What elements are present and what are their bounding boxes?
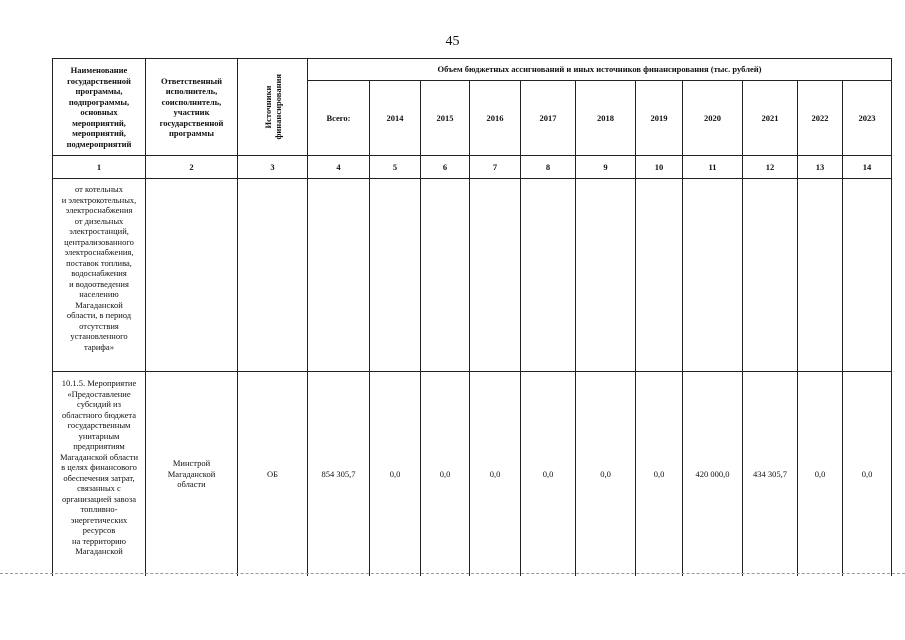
table-row: [53, 372, 892, 577]
row-value-cell: 0,0: [636, 372, 683, 577]
row-value-cell: [470, 179, 521, 372]
header-year: 2014: [370, 81, 421, 156]
column-number: 14: [843, 156, 892, 179]
header-year: 2019: [636, 81, 683, 156]
header-year: 2016: [470, 81, 521, 156]
column-number: 6: [421, 156, 470, 179]
row-total-cell: 854 305,7: [308, 372, 370, 577]
row-value-cell: 0,0: [470, 372, 521, 577]
column-number: 3: [238, 156, 308, 179]
header-total: Всего:: [308, 81, 370, 156]
row-value-cell: 0,0: [521, 372, 576, 577]
header-volume: Объем бюджетных ассигнований и иных источников финансирования (тыс. рублей): [308, 59, 892, 81]
row-value-cell: 0,0: [576, 372, 636, 577]
header-year: 2021: [743, 81, 798, 156]
column-number: 13: [798, 156, 843, 179]
row-value-cell: [743, 179, 798, 372]
row-executor-cell: Минстрой Магаданской области: [146, 372, 238, 577]
table-row: [53, 179, 892, 372]
row-value-cell: [421, 179, 470, 372]
column-number: 7: [470, 156, 521, 179]
row-value-cell: 0,0: [798, 372, 843, 577]
row-value-cell: [521, 179, 576, 372]
row-total-cell: [308, 179, 370, 372]
row-value-cell: [636, 179, 683, 372]
column-number: 2: [146, 156, 238, 179]
column-number: 11: [683, 156, 743, 179]
row-value-cell: [683, 179, 743, 372]
row-value-cell: 420 000,0: [683, 372, 743, 577]
header-year: 2018: [576, 81, 636, 156]
column-number: 4: [308, 156, 370, 179]
column-number: 12: [743, 156, 798, 179]
row-source-cell: [238, 179, 308, 372]
column-number: 5: [370, 156, 421, 179]
page-cut-line: [0, 573, 905, 574]
row-source-cell: ОБ: [238, 372, 308, 577]
row-value-cell: 0,0: [843, 372, 892, 577]
row-value-cell: [370, 179, 421, 372]
header-executor: Ответственный исполнитель, соисполнитель, участник государственной программы: [146, 59, 238, 156]
row-name-cell: 10.1.5. Мероприятие «Предоставление субсидий из областного бюджета государственным унитарным предприятиям Магаданской области в целях финансового обеспечения затрат, связанных с организацией завоза топливно- энергетических ресурсов на территорию Магаданской: [53, 372, 146, 577]
row-executor-cell: [146, 179, 238, 372]
column-number: 8: [521, 156, 576, 179]
column-number-row: [53, 156, 892, 179]
row-value-cell: [798, 179, 843, 372]
row-value-cell: [843, 179, 892, 372]
column-number: 10: [636, 156, 683, 179]
header-year: 2020: [683, 81, 743, 156]
header-year: 2023: [843, 81, 892, 156]
page-number: 45: [445, 34, 460, 49]
header-year: 2022: [798, 81, 843, 156]
budget-table: [52, 58, 892, 576]
column-number: 9: [576, 156, 636, 179]
header-source: Источники финансирования: [238, 59, 308, 156]
row-value-cell: [576, 179, 636, 372]
header-year: 2015: [421, 81, 470, 156]
column-number: 1: [53, 156, 146, 179]
row-value-cell: 0,0: [421, 372, 470, 577]
row-value-cell: 0,0: [370, 372, 421, 577]
row-name-cell: от котельных и электрокотельных, электроснабжения от дизельных электростанций, централизованного электроснабжения, поставок топлива, водоснабжения и водоотведения населению Магаданской области, в период отсутствия установленного тарифа»: [53, 179, 146, 372]
header-name: Наименование государственной программы, подпрограммы, основных мероприятий, мероприятий, подмероприятий: [53, 59, 146, 156]
header-year: 2017: [521, 81, 576, 156]
row-value-cell: 434 305,7: [743, 372, 798, 577]
